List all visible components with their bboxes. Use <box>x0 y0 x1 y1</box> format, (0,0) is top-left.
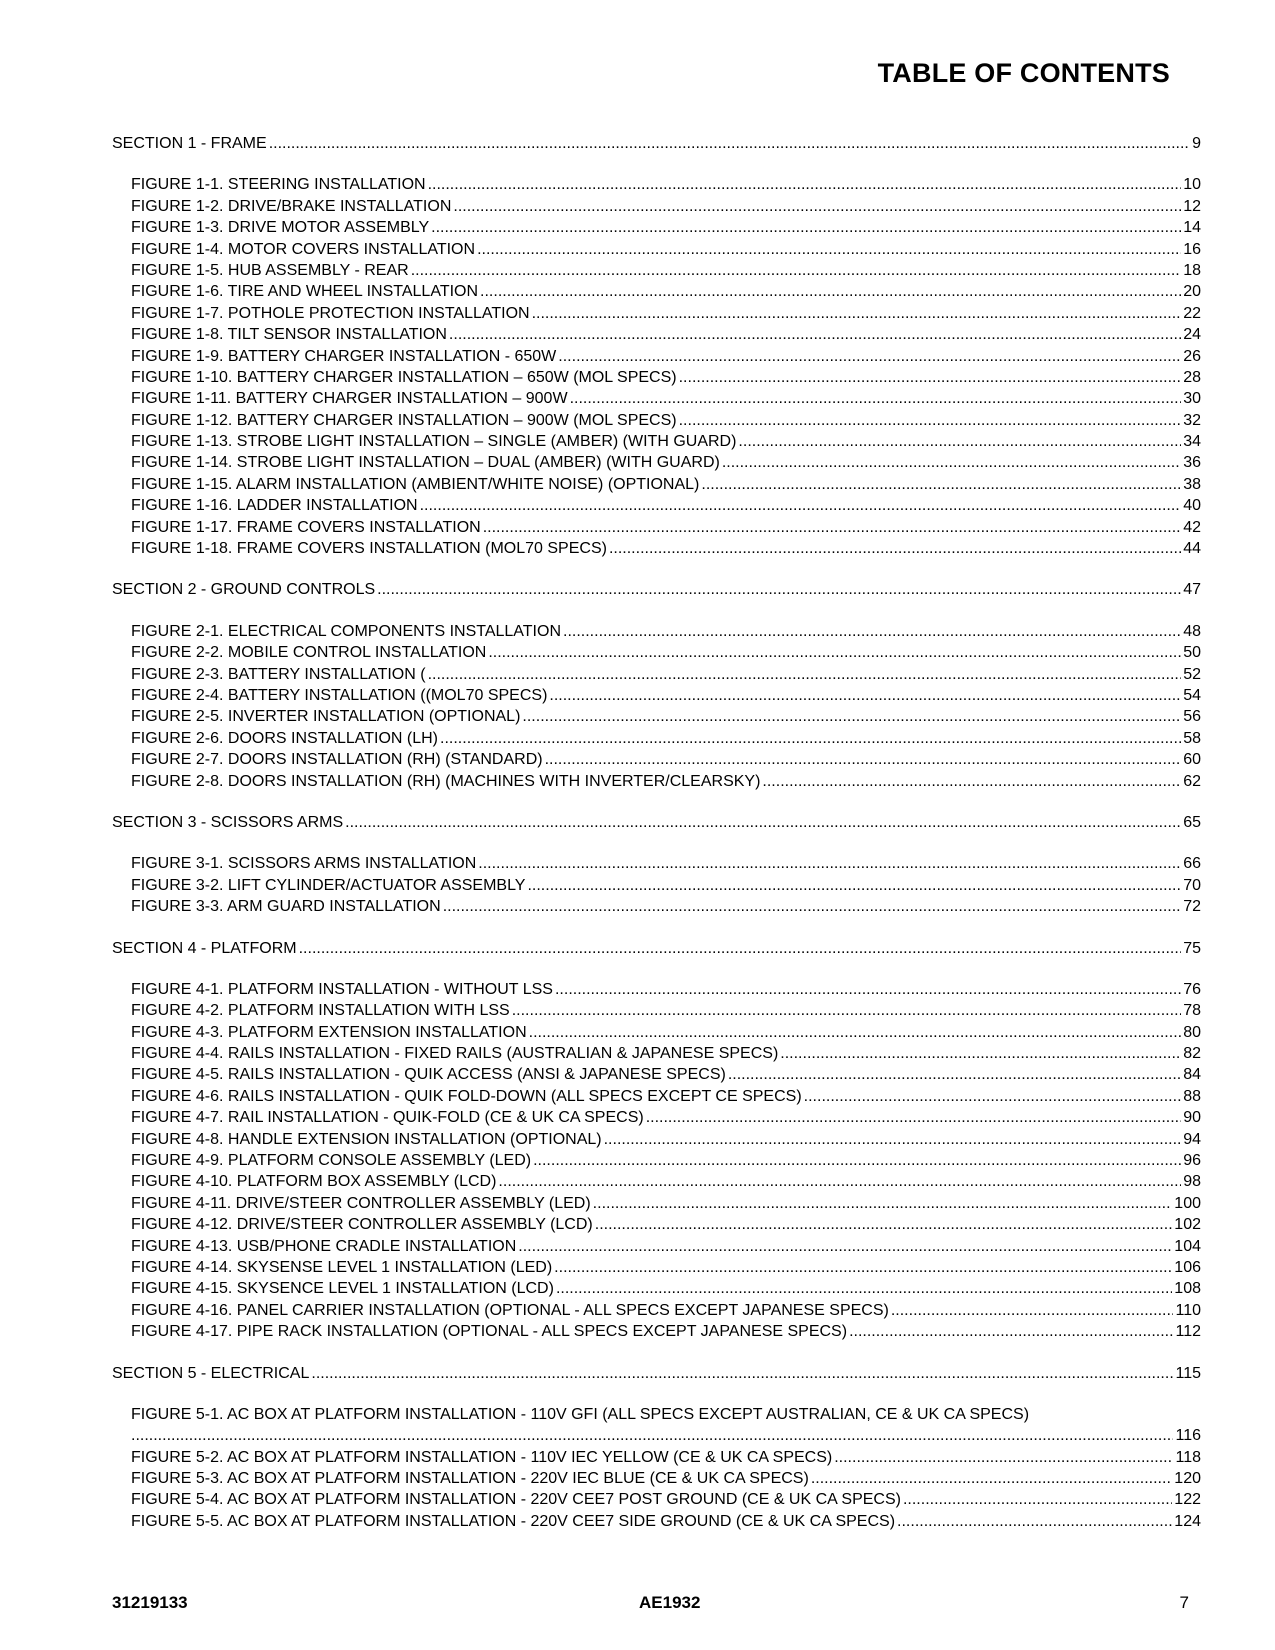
dot-leader <box>533 1150 1181 1171</box>
figure-page-number: 60 <box>1183 751 1201 769</box>
toc-section-entry[interactable] <box>112 938 1201 959</box>
figure-title: FIGURE 2-4. BATTERY INSTALLATION ((MOL70 SPECS) <box>131 686 548 704</box>
figure-title: FIGURE 4-6. RAILS INSTALLATION - QUIK FOLD-DOWN (ALL SPECS EXCEPT CE SPECS) <box>131 1087 802 1105</box>
figure-title: FIGURE 2-1. ELECTRICAL COMPONENTS INSTALLATION <box>131 622 561 640</box>
figure-title: FIGURE 2-6. DOORS INSTALLATION (LH) <box>131 729 439 747</box>
dot-leader <box>480 281 1181 302</box>
dot-leader <box>811 1468 1172 1489</box>
dot-leader <box>527 875 1181 896</box>
figure-title: FIGURE 1-9. BATTERY CHARGER INSTALLATION - 650W <box>131 347 557 365</box>
page-title: TABLE OF CONTENTS <box>877 58 1170 88</box>
model-name: AE1932 <box>639 1593 701 1612</box>
figure-title: FIGURE 4-11. DRIVE/STEER CONTROLLER ASSEMBLY (LED) <box>131 1194 591 1212</box>
toc-figure-entry[interactable] <box>112 1511 1201 1532</box>
figure-title: FIGURE 4-16. PANEL CARRIER INSTALLATION (OPTIONAL - ALL SPECS EXCEPT JAPANESE SPECS) <box>131 1301 889 1319</box>
dot-leader <box>897 1511 1172 1532</box>
figure-list <box>112 621 1201 792</box>
toc-figure-entry[interactable] <box>112 260 1201 281</box>
dot-leader <box>498 1171 1181 1192</box>
toc-figure-entry[interactable] <box>112 174 1201 195</box>
toc-section-entry[interactable] <box>112 812 1201 833</box>
dot-leader <box>701 474 1181 495</box>
figure-page-number: 122 <box>1174 1491 1201 1509</box>
dot-leader <box>428 174 1182 195</box>
figure-page-number: 70 <box>1183 876 1201 894</box>
dot-leader <box>738 431 1181 452</box>
figure-title: FIGURE 4-15. SKYSENCE LEVEL 1 INSTALLATION (LCD) <box>131 1280 554 1298</box>
figure-title: FIGURE 3-3. ARM GUARD INSTALLATION <box>131 898 441 916</box>
figure-page-number: 106 <box>1174 1258 1201 1276</box>
figure-title: FIGURE 4-5. RAILS INSTALLATION - QUIK ACCESS (ANSI & JAPANESE SPECS) <box>131 1066 726 1084</box>
toc-figure-entry[interactable] <box>112 239 1201 260</box>
toc-figure-entry[interactable] <box>112 853 1201 874</box>
dot-leader <box>311 1363 1173 1384</box>
toc-figure-entry[interactable] <box>112 1404 1201 1447</box>
toc-figure-entry[interactable] <box>112 1489 1201 1510</box>
figure-title: FIGURE 4-8. HANDLE EXTENSION INSTALLATION (OPTIONAL) <box>131 1130 602 1148</box>
figure-title: FIGURE 4-10. PLATFORM BOX ASSEMBLY (LCD) <box>131 1173 497 1191</box>
figure-title: FIGURE 1-4. MOTOR COVERS INSTALLATION <box>131 240 476 258</box>
toc-figure-entry[interactable] <box>112 771 1201 792</box>
figure-title: FIGURE 1-7. POTHOLE PROTECTION INSTALLATION <box>131 304 530 322</box>
figure-page-number: 66 <box>1183 855 1201 873</box>
dot-leader <box>679 410 1182 431</box>
toc-section-entry[interactable] <box>112 579 1201 600</box>
dot-leader <box>440 728 1181 749</box>
toc-figure-entry[interactable] <box>112 1236 1201 1257</box>
figure-list <box>112 979 1201 1343</box>
figure-page-number: 54 <box>1183 686 1201 704</box>
toc-figure-entry[interactable] <box>112 517 1201 538</box>
figure-page-number: 16 <box>1183 240 1201 258</box>
figure-title: FIGURE 4-2. PLATFORM INSTALLATION WITH LSS <box>131 1002 510 1020</box>
figure-title: FIGURE 2-3. BATTERY INSTALLATION ( <box>131 665 426 683</box>
figure-title: FIGURE 5-2. AC BOX AT PLATFORM INSTALLATION - 110V IEC YELLOW (CE & UK CA SPECS) <box>131 1448 833 1466</box>
toc-figure-entry[interactable] <box>112 896 1201 917</box>
figure-title: FIGURE 1-6. TIRE AND WHEEL INSTALLATION <box>131 283 479 301</box>
toc-section-entry[interactable] <box>112 1363 1201 1384</box>
page-number: 7 <box>1179 1593 1189 1612</box>
toc-figure-entry[interactable] <box>112 196 1201 217</box>
dot-leader <box>903 1489 1172 1510</box>
toc-figure-entry[interactable] <box>112 1107 1201 1128</box>
figure-page-number: 34 <box>1183 433 1201 451</box>
toc-figure-entry[interactable] <box>112 431 1201 452</box>
figure-page-number: 110 <box>1175 1301 1201 1319</box>
figure-page-number: 98 <box>1183 1173 1201 1191</box>
figure-title: FIGURE 4-13. USB/PHONE CRADLE INSTALLATION <box>131 1237 517 1255</box>
toc-figure-entry[interactable] <box>112 1043 1201 1064</box>
dot-leader <box>722 452 1181 473</box>
figure-page-number: 88 <box>1183 1087 1201 1105</box>
dot-leader <box>595 1214 1173 1235</box>
toc-figure-entry[interactable] <box>112 1064 1201 1085</box>
dot-leader <box>556 1278 1172 1299</box>
figure-page-number: 96 <box>1183 1152 1201 1170</box>
toc-figure-entry[interactable] <box>112 217 1201 238</box>
figure-page-number: 124 <box>1174 1512 1201 1530</box>
dot-leader <box>604 1129 1182 1150</box>
toc-figure-entry[interactable] <box>112 538 1201 559</box>
figure-page-number: 84 <box>1183 1066 1201 1084</box>
figure-page-number: 38 <box>1183 475 1201 493</box>
dot-leader <box>891 1300 1174 1321</box>
toc-figure-entry[interactable] <box>112 452 1201 473</box>
figure-page-number: 40 <box>1183 497 1201 515</box>
dot-leader <box>545 749 1182 770</box>
figure-page-number: 58 <box>1183 729 1201 747</box>
dot-leader <box>411 260 1182 281</box>
toc-figure-entry[interactable] <box>112 749 1201 770</box>
figure-page-number: 102 <box>1174 1216 1201 1234</box>
toc-figure-entry[interactable] <box>112 410 1201 431</box>
section-title: SECTION 3 - SCISSORS ARMS <box>112 813 344 831</box>
toc-figure-entry[interactable] <box>112 1300 1201 1321</box>
dot-leader <box>555 979 1181 1000</box>
dot-leader <box>762 771 1181 792</box>
toc-section-entry[interactable] <box>112 133 1201 154</box>
dot-leader <box>443 896 1182 917</box>
figure-title: FIGURE 4-1. PLATFORM INSTALLATION - WITHOUT LSS <box>131 980 553 998</box>
page-footer <box>112 1593 1201 1615</box>
dot-leader <box>563 621 1181 642</box>
dot-leader <box>345 812 1181 833</box>
figure-page-number: 76 <box>1183 980 1201 998</box>
figure-page-number: 20 <box>1183 283 1201 301</box>
toc-figure-entry[interactable] <box>112 1321 1201 1342</box>
figure-title: FIGURE 4-17. PIPE RACK INSTALLATION (OPTIONAL - ALL SPECS EXCEPT JAPANESE SPECS) <box>131 1323 848 1341</box>
figure-page-number: 118 <box>1175 1448 1201 1466</box>
figure-page-number: 90 <box>1183 1109 1201 1127</box>
toc-figure-entry[interactable] <box>112 367 1201 388</box>
figure-title: FIGURE 4-12. DRIVE/STEER CONTROLLER ASSEMBLY (LCD) <box>131 1216 593 1234</box>
toc-figure-entry[interactable] <box>112 1468 1201 1489</box>
figure-title: FIGURE 1-14. STROBE LIGHT INSTALLATION – DUAL (AMBER) (WITH GUARD) <box>131 454 720 472</box>
figure-title: FIGURE 3-2. LIFT CYLINDER/ACTUATOR ASSEMBLY <box>131 876 526 894</box>
dot-leader <box>449 324 1181 345</box>
dot-leader <box>269 133 1190 154</box>
toc-figure-entry[interactable] <box>112 1086 1201 1107</box>
figure-title: FIGURE 5-3. AC BOX AT PLATFORM INSTALLATION - 220V IEC BLUE (CE & UK CA SPECS) <box>131 1470 809 1488</box>
figure-title: FIGURE 2-8. DOORS INSTALLATION (RH) (MACHINES WITH INVERTER/CLEARSKY) <box>131 772 761 790</box>
figure-title: FIGURE 2-5. INVERTER INSTALLATION (OPTIONAL) <box>131 708 521 726</box>
dot-leader <box>299 938 1182 959</box>
toc-figure-entry[interactable] <box>112 346 1201 367</box>
dot-leader <box>529 1022 1182 1043</box>
dot-leader <box>478 853 1181 874</box>
dot-leader <box>428 664 1182 685</box>
figure-title: FIGURE 1-17. FRAME COVERS INSTALLATION <box>131 518 481 536</box>
figure-page-number: 104 <box>1174 1237 1201 1255</box>
dot-leader <box>834 1447 1173 1468</box>
document-number: 31219133 <box>112 1593 188 1612</box>
figure-page-number: 28 <box>1183 368 1201 386</box>
figure-title: FIGURE 1-1. STEERING INSTALLATION <box>131 176 426 194</box>
dot-leader <box>780 1043 1181 1064</box>
section-page-number: 115 <box>1175 1364 1201 1382</box>
toc-figure-entry[interactable] <box>112 685 1201 706</box>
figure-page-number: 10 <box>1183 176 1201 194</box>
toc-figure-entry[interactable] <box>112 1022 1201 1043</box>
toc-figure-entry[interactable] <box>112 1129 1201 1150</box>
section-page-number: 75 <box>1183 939 1201 957</box>
figure-list <box>112 853 1201 917</box>
toc-figure-entry[interactable] <box>112 1000 1201 1021</box>
toc-figure-entry[interactable] <box>112 388 1201 409</box>
section-title: SECTION 1 - FRAME <box>112 135 267 152</box>
figure-title: FIGURE 4-7. RAIL INSTALLATION - QUIK-FOLD (CE & UK CA SPECS) <box>131 1109 644 1127</box>
toc-figure-entry[interactable] <box>112 1278 1201 1299</box>
figure-page-number: 120 <box>1174 1470 1201 1488</box>
figure-title: FIGURE 5-4. AC BOX AT PLATFORM INSTALLATION - 220V CEE7 POST GROUND (CE & UK CA SPECS) <box>131 1491 901 1509</box>
toc-figure-entry[interactable] <box>112 1150 1201 1171</box>
figure-page-number: 78 <box>1183 1002 1201 1020</box>
dot-leader <box>532 303 1182 324</box>
figure-title: FIGURE 1-3. DRIVE MOTOR ASSEMBLY <box>131 219 430 237</box>
figure-title: FIGURE 1-10. BATTERY CHARGER INSTALLATION – 650W (MOL SPECS) <box>131 368 677 386</box>
toc-figure-entry[interactable] <box>112 303 1201 324</box>
toc-figure-entry[interactable] <box>112 281 1201 302</box>
figure-page-number: 112 <box>1175 1323 1201 1341</box>
section-page-number: 65 <box>1183 813 1201 831</box>
section-page-number: 9 <box>1192 135 1201 152</box>
dot-leader <box>377 579 1181 600</box>
figure-page-number: 12 <box>1183 197 1201 215</box>
figure-page-number: 32 <box>1183 411 1201 429</box>
toc-figure-entry[interactable] <box>112 1257 1201 1278</box>
dot-leader <box>679 367 1182 388</box>
figure-page-number: 44 <box>1183 540 1201 558</box>
toc-figure-entry[interactable] <box>112 728 1201 749</box>
figure-title: FIGURE 1-11. BATTERY CHARGER INSTALLATION – 900W <box>131 390 568 408</box>
dot-leader <box>593 1193 1173 1214</box>
figure-page-number: 108 <box>1174 1280 1201 1298</box>
figure-page-number: 72 <box>1183 898 1201 916</box>
dot-leader <box>453 196 1181 217</box>
figure-page-number: 26 <box>1183 347 1201 365</box>
dot-leader <box>512 1000 1181 1021</box>
figure-page-number: 56 <box>1183 708 1201 726</box>
dot-leader <box>488 642 1181 663</box>
dot-leader <box>522 706 1181 727</box>
figure-page-number: 24 <box>1183 326 1201 344</box>
figure-page-number: 52 <box>1183 665 1201 683</box>
figure-page-number: 18 <box>1183 261 1201 279</box>
figure-page-number: 62 <box>1183 772 1201 790</box>
figure-page-number: 80 <box>1183 1023 1201 1041</box>
dot-leader <box>554 1257 1172 1278</box>
dot-leader <box>131 1425 1173 1446</box>
toc-figure-entry[interactable] <box>112 621 1201 642</box>
figure-list <box>112 1404 1201 1532</box>
figure-page-number: 116 <box>1175 1427 1201 1445</box>
toc-figure-entry[interactable] <box>112 706 1201 727</box>
figure-page-number: 22 <box>1183 304 1201 322</box>
section-title: SECTION 2 - GROUND CONTROLS <box>112 581 376 599</box>
toc-figure-entry[interactable] <box>112 642 1201 663</box>
figure-list <box>112 174 1201 559</box>
dot-leader <box>728 1064 1181 1085</box>
dot-leader <box>804 1086 1182 1107</box>
figure-title: FIGURE 1-18. FRAME COVERS INSTALLATION (MOL70 SPECS) <box>131 540 607 558</box>
figure-page-number: 36 <box>1183 454 1201 472</box>
figure-page-number: 100 <box>1174 1194 1201 1212</box>
section-title: SECTION 4 - PLATFORM <box>112 939 297 957</box>
dot-leader <box>849 1321 1173 1342</box>
figure-title: FIGURE 5-1. AC BOX AT PLATFORM INSTALLATION - 110V GFI (ALL SPECS EXCEPT AUSTRALIAN, CE & UK CA SPECS) <box>131 1405 1030 1423</box>
section-page-number: 47 <box>1183 581 1201 599</box>
figure-title: FIGURE 1-15. ALARM INSTALLATION (AMBIENT/WHITE NOISE) (OPTIONAL) <box>131 475 700 493</box>
figure-title: FIGURE 1-12. BATTERY CHARGER INSTALLATION – 900W (MOL SPECS) <box>131 411 677 429</box>
figure-title: FIGURE 1-5. HUB ASSEMBLY - REAR <box>131 261 409 279</box>
dot-leader <box>570 388 1182 409</box>
toc-figure-entry[interactable] <box>112 1447 1201 1468</box>
figure-page-number: 30 <box>1183 390 1201 408</box>
figure-title: FIGURE 1-16. LADDER INSTALLATION <box>131 497 418 515</box>
figure-title: FIGURE 1-8. TILT SENSOR INSTALLATION <box>131 326 447 344</box>
dot-leader <box>646 1107 1182 1128</box>
toc-figure-entry[interactable] <box>112 495 1201 516</box>
toc-figure-entry[interactable] <box>112 1214 1201 1235</box>
dot-leader <box>477 239 1181 260</box>
figure-page-number: 82 <box>1183 1045 1201 1063</box>
figure-page-number: 50 <box>1183 644 1201 662</box>
dot-leader <box>558 346 1181 367</box>
figure-title: FIGURE 2-7. DOORS INSTALLATION (RH) (STANDARD) <box>131 751 543 769</box>
toc-figure-entry[interactable] <box>112 1171 1201 1192</box>
toc-figure-entry[interactable] <box>112 875 1201 896</box>
figure-page-number: 48 <box>1183 622 1201 640</box>
figure-title: FIGURE 4-14. SKYSENSE LEVEL 1 INSTALLATION (LED) <box>131 1258 553 1276</box>
figure-title: FIGURE 3-1. SCISSORS ARMS INSTALLATION <box>131 855 477 873</box>
figure-title: FIGURE 1-2. DRIVE/BRAKE INSTALLATION <box>131 197 452 215</box>
dot-leader <box>518 1236 1172 1257</box>
figure-title: FIGURE 1-13. STROBE LIGHT INSTALLATION – SINGLE (AMBER) (WITH GUARD) <box>131 433 737 451</box>
toc-figure-entry[interactable] <box>112 979 1201 1000</box>
dot-leader <box>549 685 1181 706</box>
dot-leader <box>431 217 1181 238</box>
toc-figure-entry[interactable] <box>112 324 1201 345</box>
dot-leader <box>420 495 1182 516</box>
dot-leader <box>609 538 1181 559</box>
toc-figure-entry[interactable] <box>112 1193 1201 1214</box>
section-title: SECTION 5 - ELECTRICAL <box>112 1364 310 1382</box>
figure-page-number: 94 <box>1183 1130 1201 1148</box>
figure-title: FIGURE 2-2. MOBILE CONTROL INSTALLATION <box>131 644 487 662</box>
figure-title: FIGURE 4-4. RAILS INSTALLATION - FIXED RAILS (AUSTRALIAN & JAPANESE SPECS) <box>131 1045 779 1063</box>
figure-page-number: 14 <box>1183 219 1201 237</box>
toc-figure-entry[interactable] <box>112 474 1201 495</box>
table-of-contents <box>112 133 1201 1552</box>
figure-title: FIGURE 5-5. AC BOX AT PLATFORM INSTALLATION - 220V CEE7 SIDE GROUND (CE & UK CA SPECS) <box>131 1512 896 1530</box>
figure-page-number: 42 <box>1183 518 1201 536</box>
figure-title: FIGURE 4-3. PLATFORM EXTENSION INSTALLATION <box>131 1023 527 1041</box>
figure-title: FIGURE 4-9. PLATFORM CONSOLE ASSEMBLY (LED) <box>131 1152 532 1170</box>
dot-leader <box>483 517 1182 538</box>
toc-figure-entry[interactable] <box>112 664 1201 685</box>
